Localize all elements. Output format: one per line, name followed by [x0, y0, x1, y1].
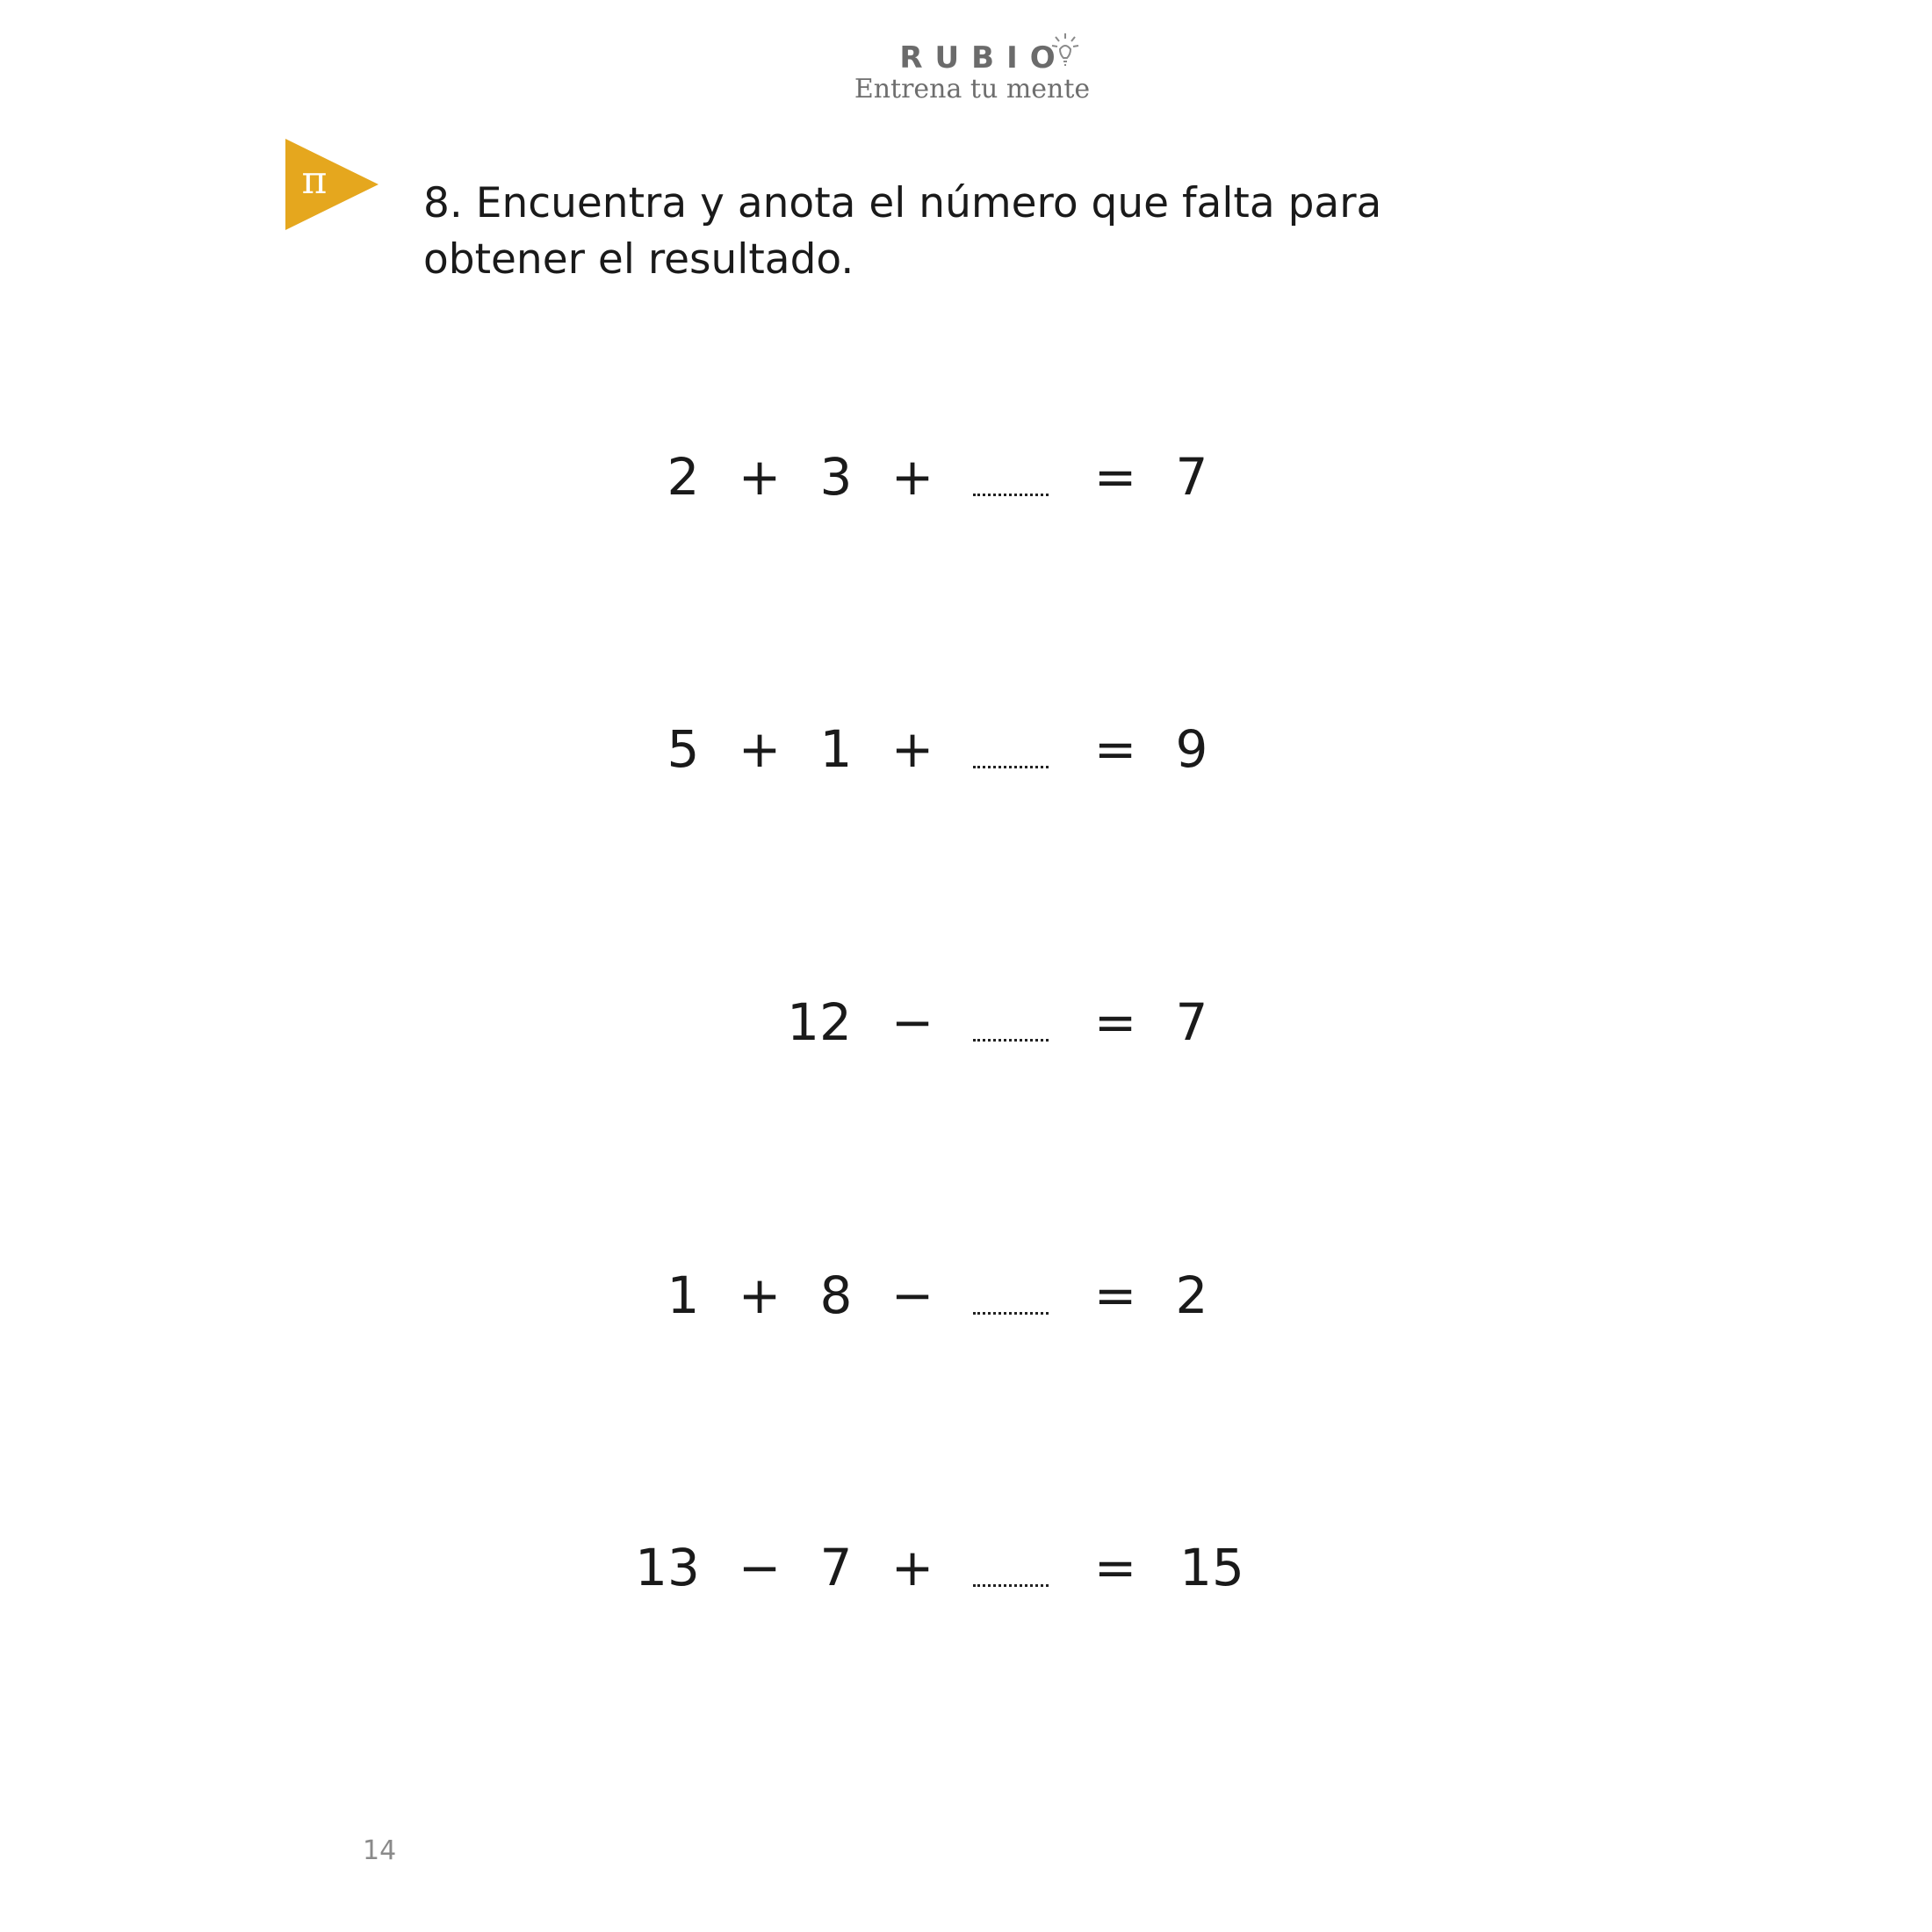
answer-blank[interactable]: [973, 714, 1049, 768]
equation-operator: −: [890, 1265, 934, 1325]
equation-term: 3: [819, 447, 853, 507]
brand-name: RUBIO: [899, 40, 1068, 76]
equation-operator: +: [738, 719, 782, 779]
brand-logo: [864, 40, 1067, 76]
pi-badge-icon: [285, 139, 378, 230]
equation-result: 7: [1175, 992, 1208, 1052]
equation-operator: +: [890, 1538, 934, 1597]
equation-row: [0, 1260, 1932, 1330]
equation-term: 1: [667, 1265, 700, 1325]
answer-blank[interactable]: [973, 987, 1049, 1042]
brand-slogan: Entrena tu mente: [854, 74, 1091, 105]
exercise-instruction: 8. Encuentra y anota el número que falta para obtener el resultado.: [423, 179, 1382, 284]
equation-result: 15: [1179, 1538, 1244, 1597]
answer-blank[interactable]: [973, 1532, 1049, 1587]
brand-header: [0, 40, 1932, 105]
equation-term: 7: [819, 1538, 853, 1597]
page-number: 14: [363, 1835, 397, 1866]
equation-row: [0, 714, 1932, 784]
equation-operator: +: [890, 447, 934, 507]
lightbulb-icon: [1050, 32, 1080, 70]
equals-sign: =: [1093, 1265, 1137, 1325]
equation-term: 8: [819, 1265, 853, 1325]
equation-row: [0, 987, 1932, 1057]
pi-symbol: π: [301, 158, 328, 203]
equation-result: 2: [1175, 1265, 1208, 1325]
equals-sign: =: [1093, 1538, 1137, 1597]
equation-result: 9: [1175, 719, 1208, 779]
equals-sign: =: [1093, 992, 1137, 1052]
equation-row: [0, 442, 1932, 512]
equation-term: 12: [787, 992, 852, 1052]
equation-term: 2: [667, 447, 700, 507]
equation-operator: −: [890, 992, 934, 1052]
equation-operator: +: [738, 447, 782, 507]
equals-sign: =: [1093, 719, 1137, 779]
equation-operator: −: [738, 1538, 782, 1597]
equation-operator: +: [738, 1265, 782, 1325]
equation-term: 5: [667, 719, 700, 779]
answer-blank[interactable]: [973, 1260, 1049, 1315]
equation-result: 7: [1175, 447, 1208, 507]
equation-term: 1: [819, 719, 853, 779]
answer-blank[interactable]: [973, 442, 1049, 496]
equals-sign: =: [1093, 447, 1137, 507]
equation-term: 13: [635, 1538, 700, 1597]
equation-operator: +: [890, 719, 934, 779]
equation-row: [0, 1532, 1932, 1603]
